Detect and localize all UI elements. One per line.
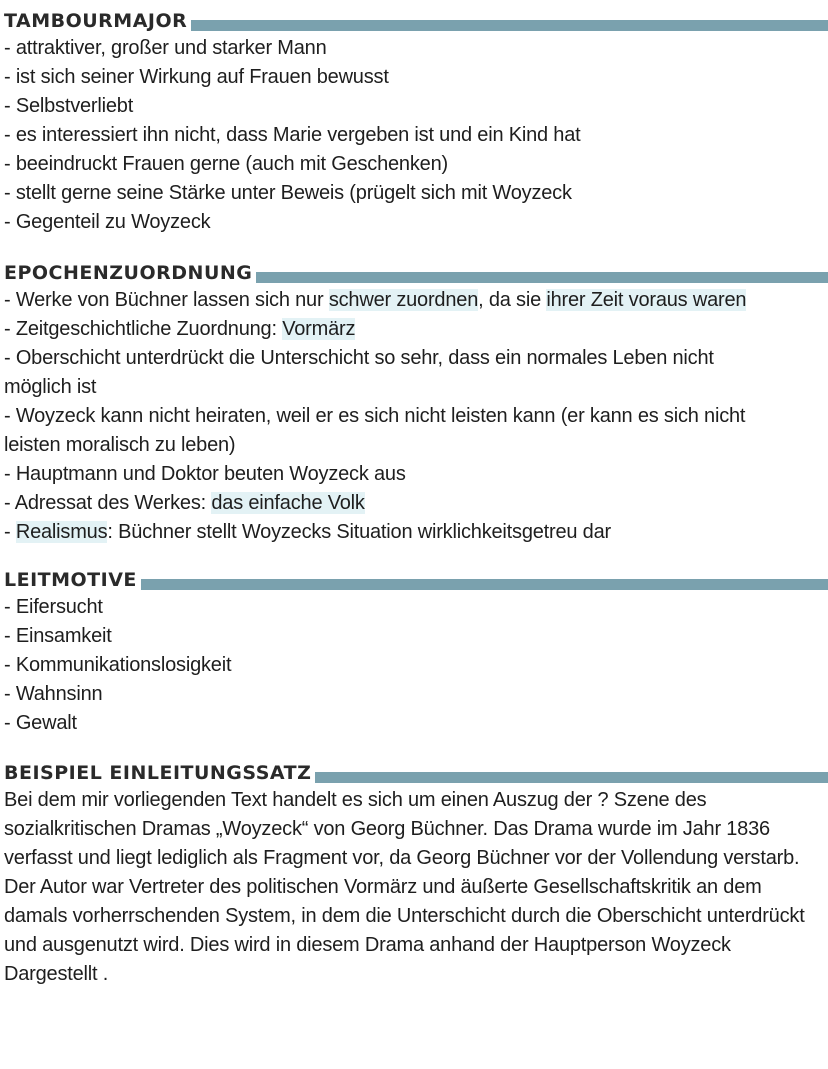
- section-heading-row: [0, 760, 828, 786]
- list-item: [0, 315, 828, 344]
- highlighted-text: das einfache Volk: [211, 492, 365, 514]
- list-item: - Einsamkeit: [4, 625, 112, 647]
- list-item: [0, 518, 828, 547]
- highlighted-text: Realismus: [15, 521, 108, 543]
- list-item: - stellt gerne seine Stärke unter Beweis (prügelt sich mit Woyzeck: [4, 182, 572, 204]
- bullet-list: [0, 593, 828, 738]
- list-item-continuation: möglich ist: [4, 376, 97, 398]
- bullet-list: [0, 34, 828, 237]
- heading-bar: [240, 772, 828, 783]
- heading-bar: [100, 579, 828, 590]
- list-item: - beeindruckt Frauen gerne (auch mit Geschenken): [4, 153, 448, 175]
- list-item: - es interessiert ihn nicht, dass Marie vergeben ist und ein Kind hat: [4, 124, 581, 146]
- list-item: - Gegenteil zu Woyzeck: [4, 211, 211, 233]
- text-segment: - Werke von Büchner lassen sich nur: [4, 289, 329, 311]
- section-beispiel-einleitungssatz: [0, 760, 828, 989]
- text-segment: - Adressat des Werkes:: [4, 492, 212, 514]
- list-item: - ist sich seiner Wirkung auf Frauen bewusst: [4, 66, 389, 88]
- list-item: - Selbstverliebt: [4, 95, 134, 117]
- text-segment: -: [4, 521, 16, 543]
- section-tambourmajor: [0, 8, 828, 237]
- list-item: - attraktiver, großer und starker Mann: [4, 37, 327, 59]
- section-title: LEITMOTIVE: [4, 567, 141, 593]
- highlighted-text: Vormärz: [282, 318, 356, 340]
- list-item: - Gewalt: [4, 712, 77, 734]
- list-item-continuation: leisten moralisch zu leben): [4, 434, 236, 456]
- section-title: TAMBOURMAJOR: [4, 8, 191, 34]
- heading-bar: [200, 272, 828, 283]
- section-epochenzuordnung: [0, 260, 828, 547]
- section-heading-row: [0, 8, 828, 34]
- list-item: - Oberschicht unterdrückt die Unterschicht so sehr, dass ein normales Leben nicht: [4, 347, 714, 369]
- list-item: - Woyzeck kann nicht heiraten, weil er es sich nicht leisten kann (er kann es sich nicht: [4, 405, 746, 427]
- section-title: EPOCHENZUORDNUNG: [4, 260, 256, 286]
- example-paragraph: Bei dem mir vorliegenden Text handelt es sich um einen Auszug der ? Szene des sozialkritischen Dramas „Woyzeck“ von Georg Büchner. Das Drama wurde im Jahr 1836 verfasst und liegt lediglich als Fragment vor, da Georg Büchner vor der Vollendung verstarb. Der Autor war Vertreter des politischen Vormärz und äußerte Gesellschaftskritik an dem damals vorherrschenden System, in dem die Unterschicht durch die Oberschicht unterdrückt und ausgenutzt wird. Dies wird in diesem Drama anhand der Hauptperson Woyzeck Dargestellt .: [4, 789, 805, 985]
- list-item: [0, 286, 828, 315]
- highlighted-text: ihrer Zeit voraus waren: [546, 289, 747, 311]
- list-item: - Hauptmann und Doktor beuten Woyzeck aus: [4, 463, 406, 485]
- text-segment: , da sie: [478, 289, 547, 311]
- text-segment: : Büchner stellt Woyzecks Situation wirklichkeitsgetreu dar: [107, 521, 611, 543]
- list-item: - Kommunikationslosigkeit: [4, 654, 232, 676]
- heading-bar: [150, 20, 828, 31]
- section-heading-row: [0, 567, 828, 593]
- list-item: [0, 489, 828, 518]
- bullet-list: [0, 286, 828, 547]
- text-segment: - Zeitgeschichtliche Zuordnung:: [4, 318, 283, 340]
- highlighted-text: schwer zuordnen: [328, 289, 479, 311]
- section-leitmotive: [0, 567, 828, 738]
- section-title: BEISPIEL EINLEITUNGSSATZ: [4, 760, 315, 786]
- section-heading-row: [0, 260, 828, 286]
- list-item: - Eifersucht: [4, 596, 103, 618]
- list-item: - Wahnsinn: [4, 683, 103, 705]
